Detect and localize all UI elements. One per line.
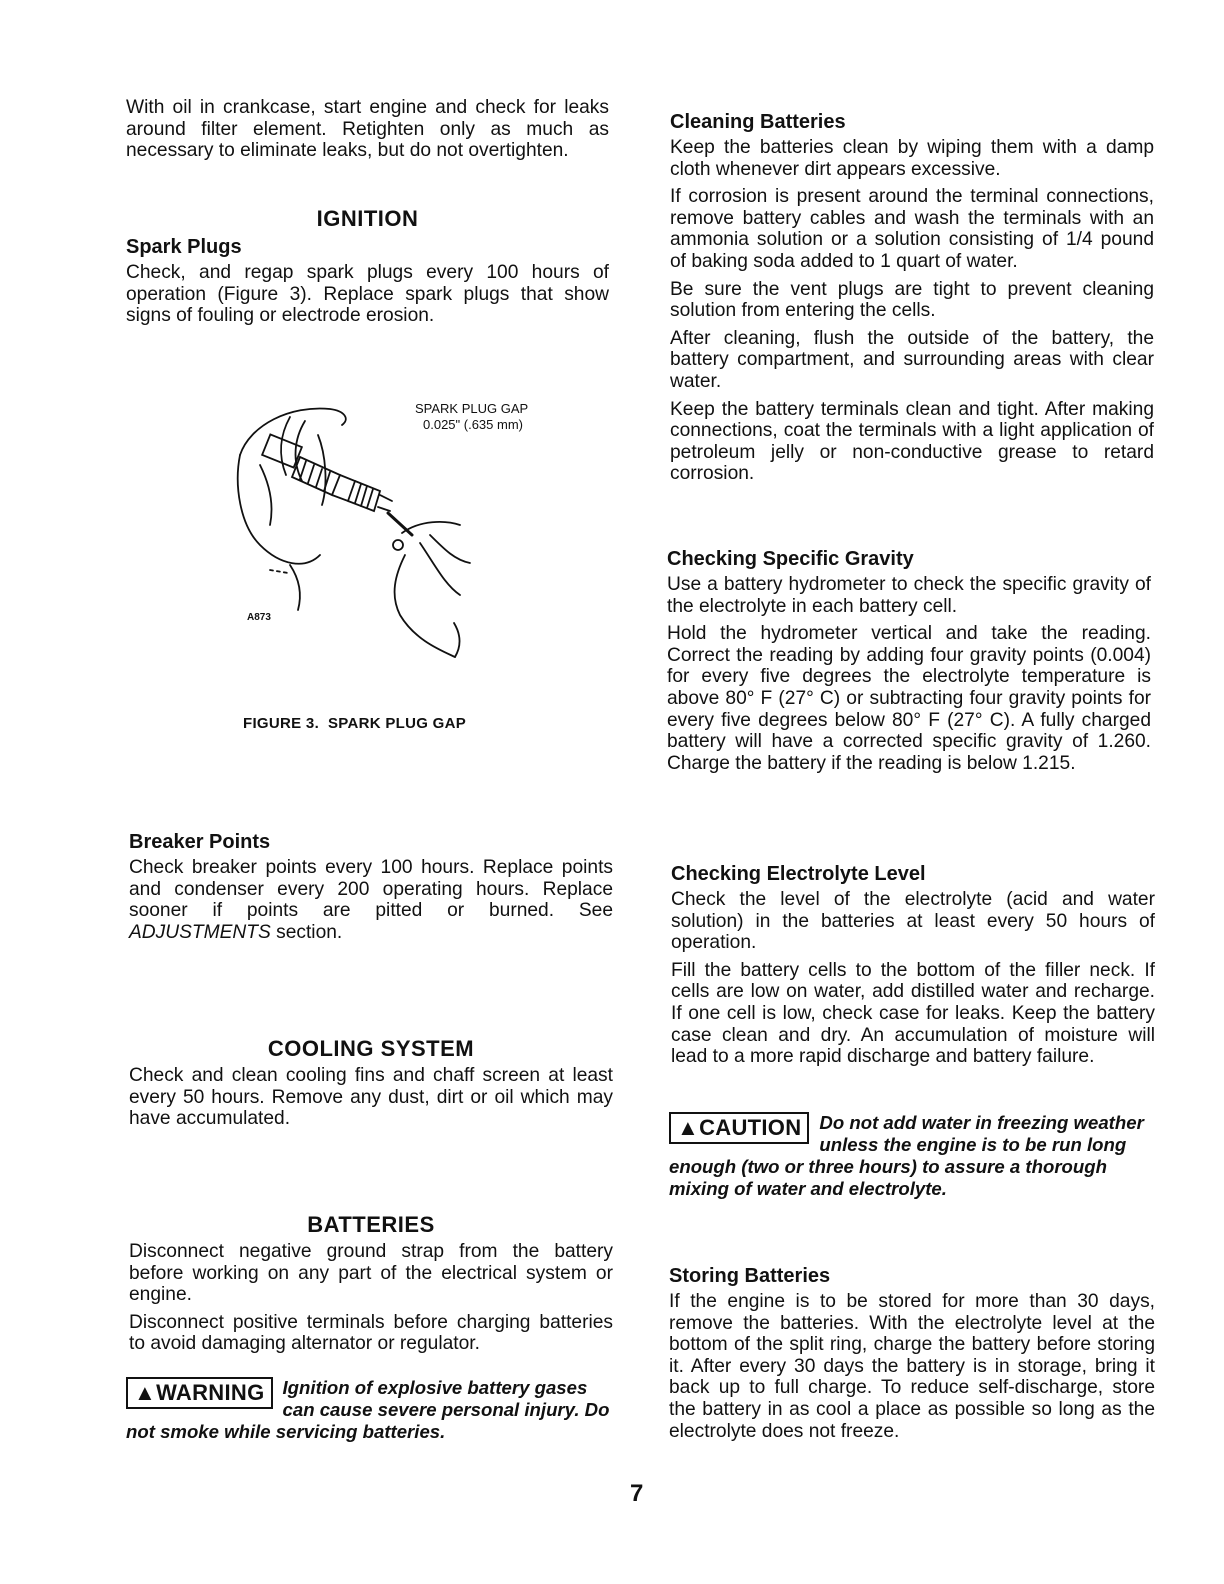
figure-gap-label-line1: SPARK PLUG GAP: [415, 401, 529, 416]
batteries-paragraph-1: Disconnect negative ground strap from the battery before working on any part of the electrical system or engine.: [129, 1241, 613, 1306]
gravity-heading: Checking Specific Gravity: [667, 548, 914, 570]
cleaning-paragraph-1: Keep the batteries clean by wiping them with a damp cloth whenever dirt appears excessive.: [670, 137, 1154, 180]
figure-caption: FIGURE 3. SPARK PLUG GAP: [243, 715, 467, 732]
cleaning-section: [670, 110, 1154, 485]
breaker-heading: Breaker Points: [129, 831, 271, 853]
gravity-paragraph-2: Hold the hydrometer vertical and take the reading. Correct the reading by adding four gravity points (0.004) for every five degrees the electrolyte temperature is above 80° F (27° C) or subtracting four gravity points for every five degrees below 80° F (27° C). A fully charged battery will have a corrected specific gravity of 1.260. Charge the battery if the reading is below 1.215.: [667, 623, 1151, 774]
warning-text: Ignition of explosive battery gases can cause severe personal injury. Do not smoke while servicing batteries.: [126, 1377, 610, 1442]
intro-paragraph: With oil in crankcase, start engine and check for leaks around filter element. Retighten only as much as necessary to eliminate leaks, but do not overtighten.: [126, 97, 609, 162]
batteries-title: BATTERIES: [307, 1212, 435, 1237]
figure-code: A873: [247, 612, 271, 623]
spark-plugs-paragraph: Check, and regap spark plugs every 100 hours of operation (Figure 3). Replace spark plugs that show signs of fouling or electrode erosion.: [126, 262, 609, 327]
caution-notice: [669, 1112, 1155, 1200]
figure-gap-label-line2: 0.025" (.635 mm): [423, 417, 523, 432]
warning-label-box: [126, 1377, 273, 1409]
electrolyte-heading: Checking Electrolyte Level: [671, 863, 926, 885]
cooling-section: [129, 1036, 613, 1130]
spark-plug-illustration: [230, 395, 560, 675]
storing-heading: Storing Batteries: [669, 1265, 831, 1287]
batteries-section: [129, 1212, 613, 1355]
cleaning-paragraph-2: If corrosion is present around the terminal connections, remove battery cables and wash the terminals with an ammonia solution or a solution consisting of 1/4 pound of baking soda added to 1 quart of water.: [670, 186, 1154, 272]
caution-icon: ▲: [677, 1115, 700, 1140]
electrolyte-paragraph-1: Check the level of the electrolyte (acid and water solution) in the batteries at least every 50 hours of operation.: [671, 889, 1155, 954]
cleaning-paragraph-4: After cleaning, flush the outside of the battery, the battery compartment, and surrounding areas with clear water.: [670, 327, 1154, 392]
spark-plugs-heading: Spark Plugs: [126, 236, 242, 258]
caution-text: Do not add water in freezing weather unless the engine is to be run long enough (two or three hours) to assure a thorough mixing of water and electrolyte.: [669, 1112, 1144, 1199]
storing-section: [669, 1264, 1155, 1442]
intro-block: [126, 97, 609, 162]
spark-plug-figure: [230, 395, 560, 732]
ignition-section: [126, 206, 609, 327]
page-number: 7: [630, 1480, 644, 1507]
cleaning-paragraph-3: Be sure the vent plugs are tight to prevent cleaning solution from entering the cells.: [670, 278, 1154, 322]
storing-paragraph: If the engine is to be stored for more than 30 days, remove the batteries. With the electrolyte level at the bottom of the split ring, charge the battery before storing it. After every 30 days the battery is in storage, bring it back up to full charge. To reduce self-discharge, store the battery in as cool a place as possible so long as the electrolyte does not freeze.: [669, 1291, 1155, 1442]
warning-label: WARNING: [156, 1380, 265, 1405]
breaker-section: [129, 830, 613, 943]
gravity-section: [667, 547, 1151, 774]
caution-label-box: [669, 1112, 809, 1144]
electrolyte-section: [671, 862, 1155, 1068]
warning-notice: [126, 1377, 613, 1443]
breaker-paragraph: [129, 857, 613, 943]
batteries-paragraph-2: Disconnect positive terminals before charging batteries to avoid damaging alternator or regulator.: [129, 1311, 613, 1355]
cooling-title: COOLING SYSTEM: [267, 1036, 475, 1061]
electrolyte-paragraph-2: Fill the battery cells to the bottom of the filler neck. If cells are low on water, add distilled water and recharge. If one cell is low, check case for leaks. Keep the battery case clean and dry. An accumulation of moisture will lead to a more rapid discharge and battery failure.: [671, 959, 1155, 1068]
cleaning-paragraph-5: Keep the battery terminals clean and tight. After making connections, coat the terminals with a light application of petroleum jelly or non-conductive grease to retard corrosion.: [670, 398, 1154, 485]
gravity-paragraph-1: Use a battery hydrometer to check the specific gravity of the electrolyte in each battery cell.: [667, 574, 1151, 617]
caution-label: CAUTION: [699, 1115, 802, 1140]
adjustments-reference: ADJUSTMENTS: [129, 921, 271, 943]
ignition-title: IGNITION: [316, 206, 419, 231]
warning-icon: ▲: [134, 1380, 157, 1405]
cleaning-heading: Cleaning Batteries: [670, 111, 846, 133]
cooling-paragraph: Check and clean cooling fins and chaff screen at least every 50 hours. Remove any dust, dirt or oil which may have accumulated.: [129, 1065, 613, 1130]
breaker-tail: section.: [270, 921, 343, 943]
breaker-text: Check breaker points every 100 hours. Replace points and condenser every 200 operating hours. Replace sooner if points are pitted or burned. See: [129, 857, 613, 922]
